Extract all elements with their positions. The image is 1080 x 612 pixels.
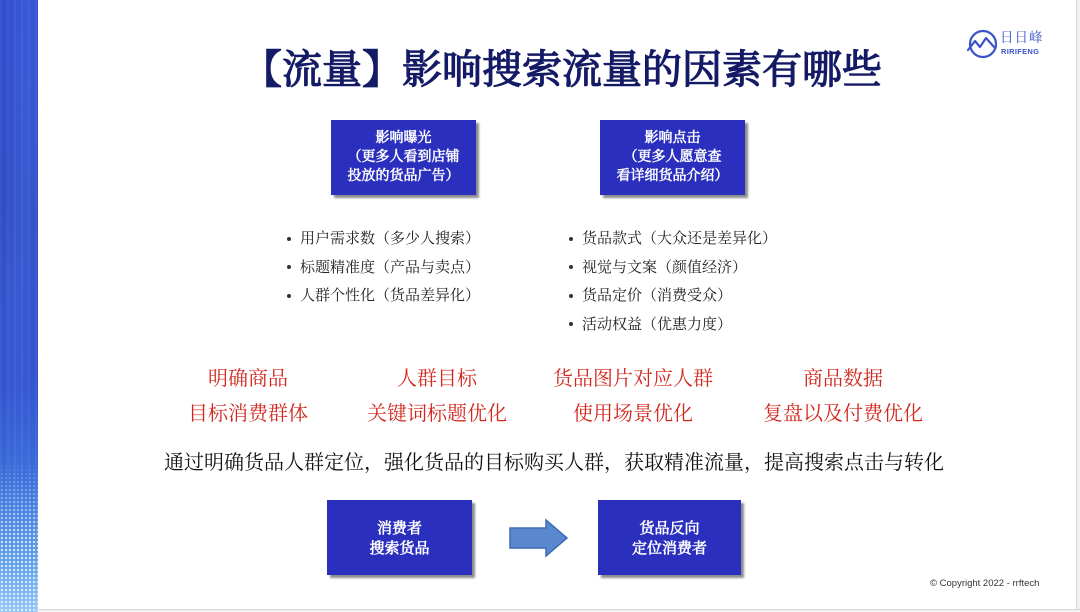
action-item: 使用场景优化 (573, 401, 693, 425)
action-item: 复盘以及付费优化 (763, 401, 923, 425)
brand-name: 日日峰 (1000, 30, 1044, 46)
summary-text: 通过明确货品人群定位，强化货品的目标购买人群，获取精准流量，提高搜索点击与转化 (164, 450, 944, 474)
copyright-text: © Copyright 2022 - rrftech (930, 578, 1040, 589)
box-line: 消费者 (376, 518, 422, 537)
right-arrow-icon (508, 518, 570, 558)
box-line: 货品反向 (639, 518, 700, 537)
factor-item: 用户需求数（多少人搜索） (287, 224, 480, 253)
sidebar-dot-pattern (0, 460, 38, 612)
product-targeting-box (598, 500, 741, 575)
slide-title: 【流量】影响搜索流量的因素有哪些 (242, 47, 882, 93)
action-item: 人群目标 (397, 366, 477, 390)
action-item: 明确商品 (208, 366, 288, 390)
factor-item: 活动权益（优惠力度） (569, 310, 777, 339)
box-line: 影响点击 (644, 130, 701, 146)
factor-item: 人群个性化（货品差异化） (287, 281, 480, 310)
click-factors-list (569, 224, 777, 338)
factor-item: 视觉与文案（颜值经济） (569, 253, 777, 282)
action-item: 商品数据 (803, 366, 883, 390)
action-item: 货品图片对应人群 (553, 366, 713, 390)
box-line: 投放的货品广告） (347, 168, 460, 184)
box-line: 看详细货品介绍） (616, 168, 729, 184)
box-line: （更多人看到店铺 (347, 149, 460, 165)
exposure-factors-list (287, 224, 480, 310)
brand-name-en: RIRIFENG (1001, 47, 1040, 56)
mountain-circle-icon (966, 28, 998, 60)
box-line: 影响曝光 (375, 130, 432, 146)
consumer-search-box (327, 500, 472, 575)
factor-item: 标题精准度（产品与卖点） (287, 253, 480, 282)
factor-item: 货品款式（大众还是差异化） (569, 224, 777, 253)
exposure-box (331, 120, 476, 195)
factor-item: 货品定价（消费受众） (569, 281, 777, 310)
action-item: 目标消费群体 (188, 401, 308, 425)
click-box (600, 120, 745, 195)
box-line: 定位消费者 (631, 538, 707, 557)
box-line: （更多人愿意查 (623, 149, 722, 165)
action-item: 关键词标题优化 (367, 401, 507, 425)
decorative-sidebar (0, 0, 38, 612)
slide-frame-right (1076, 0, 1080, 612)
box-line: 搜索货品 (369, 538, 430, 557)
